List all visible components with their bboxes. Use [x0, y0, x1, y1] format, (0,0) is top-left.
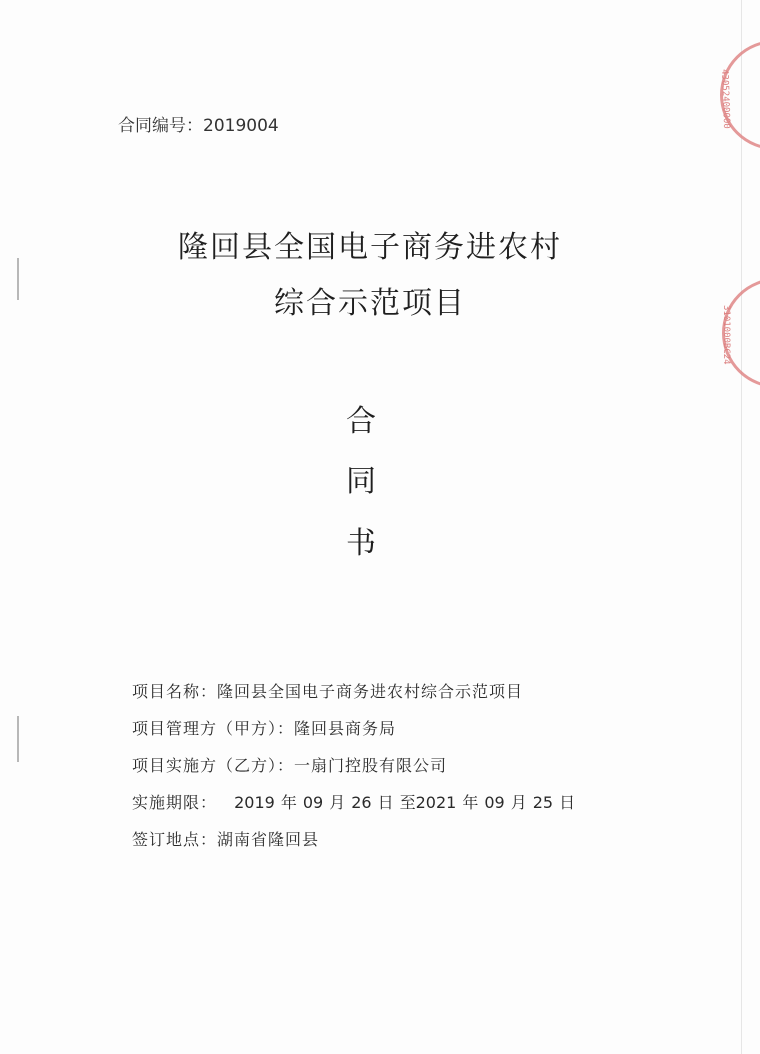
binding-mark — [17, 716, 19, 762]
info-label: 项目实施方（乙方）： — [132, 756, 295, 775]
info-label: 签订地点： — [132, 830, 218, 849]
red-seal-top — [720, 40, 760, 150]
contract-number: 合同编号：2019004 — [118, 116, 279, 136]
start-month: 09 — [302, 793, 324, 812]
page-edge — [741, 0, 742, 1054]
document-type-char: 书 — [346, 526, 376, 561]
info-row-project-name — [132, 673, 581, 710]
info-row-manager — [132, 710, 581, 747]
document-type-char: 合 — [346, 404, 376, 439]
info-value: 隆回县全国电子商务进农村综合示范项目 — [217, 682, 524, 701]
unit-day: 日 — [377, 793, 394, 812]
info-value: 一扇门控股有限公司 — [294, 756, 448, 775]
end-month: 09 — [484, 793, 505, 812]
unit-month: 月 — [329, 793, 346, 812]
seal-number: 3101000BC24 — [721, 305, 731, 365]
info-row-implementer — [132, 747, 581, 784]
start-year: 2019 — [234, 793, 275, 812]
end-day: 25 — [532, 793, 554, 812]
seal-number: 43052400000 — [719, 69, 732, 129]
info-value: 湖南省隆回县 — [217, 830, 320, 849]
period-connector: 至 — [399, 793, 416, 812]
end-year: 2021 — [415, 793, 457, 812]
unit-month: 月 — [510, 793, 527, 812]
info-value: 隆回县商务局 — [294, 719, 397, 738]
info-row-period — [132, 784, 581, 821]
document-title-line-2: 综合示范项目 — [274, 286, 466, 321]
info-row-location — [132, 821, 581, 858]
info-label: 实施期限： — [132, 793, 218, 812]
info-label: 项目管理方（甲方）： — [132, 719, 295, 738]
unit-year: 年 — [462, 793, 479, 812]
start-day: 26 — [351, 793, 372, 812]
contract-info-list — [132, 673, 581, 858]
info-label: 项目名称： — [132, 682, 218, 701]
unit-day: 日 — [559, 793, 576, 812]
document-title-line-1: 隆回县全国电子商务进农村 — [178, 230, 562, 265]
document-type-char: 同 — [346, 464, 376, 499]
unit-year: 年 — [280, 793, 297, 812]
